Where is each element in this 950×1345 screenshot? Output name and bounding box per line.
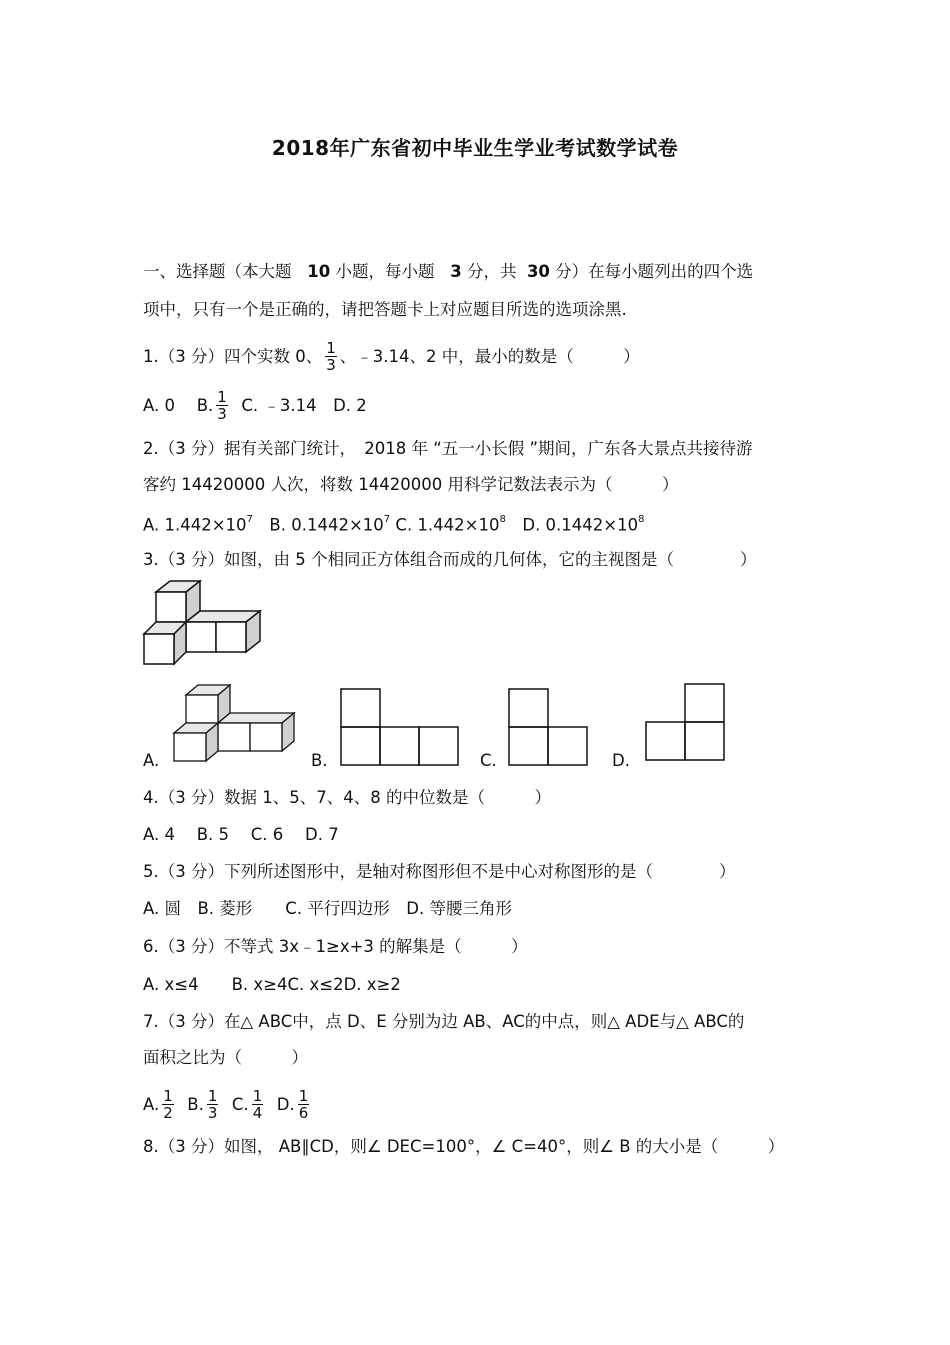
question-3-stem: 3.（3 分）如图，由 5 个相同正方体组合而成的几何体，它的主视图是（ ） [143,550,757,569]
q2-opt-d: D. 0.1442×10 [505,515,639,535]
question-7-line1: 7.（3 分）在△ ABC中，点 D、E 分别为边 AB、AC的中点，则△ ADE与△ ABC的 [143,1012,745,1031]
q1-stem-b: 、﹣3.14、2 中，最小的数是（ ） [339,347,640,366]
cube-solid-figure [140,578,264,672]
question-7-options [143,1089,312,1122]
frac-num: 1 [217,388,227,406]
section-heading [143,261,753,283]
q2-opt-b: B. 0.1442×10 [252,515,384,535]
points-each: 3 [450,262,462,281]
frac-den: 4 [252,1104,263,1122]
fraction-one-third [207,1088,219,1121]
heading-text-c: 分，共 [466,262,517,281]
q7-label-b: B. [187,1095,204,1114]
q2-exp-b: 7 [383,514,391,525]
question-1-stem [143,341,640,374]
question-7-line2: 面积之比为（ ） [143,1048,308,1067]
fraction-one-quarter [252,1088,264,1121]
page-title: 2018年广东省初中毕业生学业考试数学试卷 [271,136,679,160]
question-2-options [143,511,644,537]
option-c-figure [506,686,592,768]
q3-option-c-label: C. [480,751,497,770]
q3-option-a-label: A. [143,751,160,770]
question-6-options: A. x≤4 B. x≥4C. x≤2D. x≥2 [143,975,401,994]
heading-text-a: 一、选择题（本大题 [143,262,292,281]
frac-num: 1 [298,1087,309,1105]
q2-exp-a: 7 [246,514,253,525]
q1-stem-a: 1.（3 分）四个实数 0、 [143,347,323,366]
question-count: 10 [307,262,331,281]
question-2-line2: 客约 14420000 人次，将数 14420000 用科学记数法表示为（ ） [143,475,679,494]
question-2-line1: 2.（3 分）据有关部门统计， 2018 年 “五一小长假 ”期间，广东各大景点共接待游 [143,439,753,458]
option-a-figure [170,683,298,767]
heading-text-b: 小题，每小题 [335,262,435,281]
frac-num: 1 [252,1087,263,1105]
q2-opt-c: C. 1.442×10 [390,515,500,535]
section-instructions: 项中，只有一个是正确的，请把答题卡上对应题目所选的选项涂黑. [143,300,627,319]
option-b-figure [338,686,462,768]
question-6-stem: 6.（3 分）不等式 3x﹣1≥x+3 的解集是（ ） [143,937,528,956]
frac-den: 3 [217,405,227,423]
fraction-one-third [216,389,228,422]
question-8-stem: 8.（3 分）如图， AB∥CD，则∠ DEC=100°，∠ C=40°，则∠ B 的大小是（ ） [143,1137,785,1156]
q1-opt-a: A. 0 B. [143,396,214,415]
fraction-one-half [162,1088,174,1121]
fraction-one-third [325,340,337,373]
q7-label-d: D. [276,1095,295,1114]
frac-num: 1 [207,1087,218,1105]
points-total: 30 [526,262,550,281]
q3-option-b-label: B. [311,751,328,770]
frac-num: 1 [326,339,336,357]
question-4-options: A. 4 B. 5 C. 6 D. 7 [143,825,339,844]
frac-num: 1 [163,1087,173,1105]
option-d-figure [643,681,729,763]
fraction-one-sixth [298,1088,310,1121]
frac-den: 6 [298,1104,309,1122]
q7-label-c: C. [231,1095,249,1114]
frac-den: 3 [207,1104,218,1122]
q2-exp-d: 8 [638,514,645,525]
q7-label-a: A. [143,1095,160,1114]
q2-exp-c: 8 [499,514,506,525]
question-4-stem: 4.（3 分）数据 1、5、7、4、8 的中位数是（ ） [143,788,551,807]
question-5-options: A. 圆 B. 菱形 C. 平行四边形 D. 等腰三角形 [143,899,513,918]
question-1-options [143,390,367,423]
frac-den: 3 [326,356,336,374]
heading-text-d: 分）在每小题列出的四个选 [555,262,754,281]
q2-opt-a: A. 1.442×10 [143,515,247,535]
q3-option-d-label: D. [612,751,630,770]
frac-den: 2 [163,1104,173,1122]
question-5-stem: 5.（3 分）下列所述图形中，是轴对称图形但不是中心对称图形的是（ ） [143,862,736,881]
q1-opt-c: C. ﹣3.14 D. 2 [241,396,367,415]
